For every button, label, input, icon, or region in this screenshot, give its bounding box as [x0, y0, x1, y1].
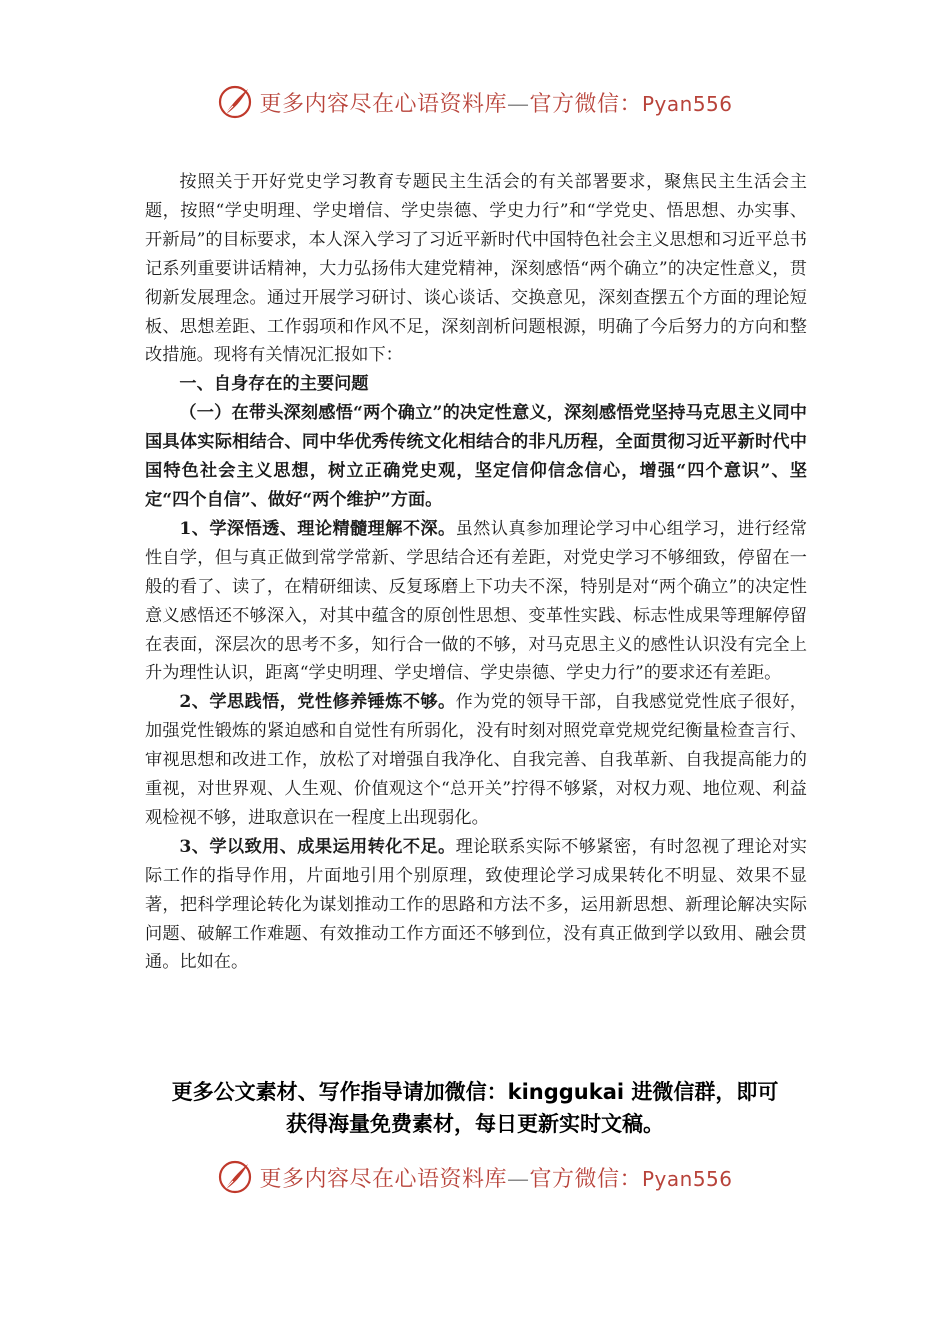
section-heading: 一、自身存在的主要问题 [179, 374, 369, 395]
item-2-lead: 2、学思践悟，党性修养锤炼不够。 [179, 692, 456, 713]
item-paragraph-3 [145, 833, 807, 978]
banner-wechat-id: Pyan556 [642, 91, 733, 116]
item-paragraph-1 [145, 515, 807, 688]
quill-logo-icon [217, 1159, 253, 1195]
item-1-lead: 1、学深悟透、理论精髓理解不深。 [179, 518, 456, 539]
banner-title: 更多内容尽在心语资料库 [259, 1166, 507, 1192]
promo-line-2: 获得海量免费素材，每日更新实时文稿。 [286, 1112, 664, 1136]
banner-separator: — [506, 1166, 530, 1192]
banner-wechat-label: 官方微信： [529, 1166, 642, 1192]
item-3-body: 理论联系实际不够紧密，有时忽视了理论对实际工作的指导作用，片面地引用个别原理，致使理论学习成果转化不明显、效果不显著，把科学理论转化为谋划推动工作的思路和方法不多，运用新思想、新理论解决实际问题、破解工作难题、有效推动工作方面还不够到位，没有真正做到学以致用、融会贯通。比如在。 [145, 836, 807, 973]
quill-logo-icon [217, 84, 253, 120]
banner-wechat-id: Pyan556 [642, 1166, 733, 1191]
header-banner-text [259, 87, 732, 118]
promo-line-1: 更多公文素材、写作指导请加微信：kinggukai 进微信群，即可 [171, 1080, 779, 1104]
item-paragraph-2 [145, 688, 807, 833]
footer-banner-text [259, 1162, 732, 1193]
banner-separator: — [506, 91, 530, 117]
promo-notice [0, 1076, 950, 1140]
article-body [145, 168, 807, 977]
item-2-body: 作为党的领导干部，自我感觉党性底子很好，加强党性锻炼的紧迫感和自觉性有所弱化，没有时刻对照党章党规党纪衡量检查言行、审视思想和改进工作，放松了对增强自我净化、自我完善、自我革新、自我提高能力的重视，对世界观、人生观、价值观这个“总开关”拧得不够紧，对权力观、地位观、利益观检视不够，进取意识在一程度上出现弱化。 [145, 692, 807, 828]
item-1-body: 虽然认真参加理论学习中心组学习，进行经常性自学，但与真正做到常学常新、学思结合还有差距，对党史学习不够细致，停留在一般的看了、读了，在精研细读、反复琢磨上下功夫不深，特别是对“两个确立”的决定性意义感悟还不够深入，对其中蕴含的原创性思想、变革性实践、标志性成果等理解停留在表面，深层次的思考不多，知行合一做的不够，对马克思主义的感性认识没有完全上升为理性认识，距离“学史明理、学史增信、学史崇德、学史力行”的要求还有差距。 [145, 518, 807, 684]
subsection-heading: （一）在带头深刻感悟“两个确立”的决定性意义，深刻感悟党坚持马克思主义同中国具体实际相结合、同中华优秀传统文化相结合的非凡历程，全面贯彻习近平新时代中国特色社会主义思想，树立正确党史观，坚定信仰信念信心，增强“四个意识”、坚定“四个自信”、做好“两个维护”方面。 [145, 403, 807, 510]
banner-wechat-label: 官方微信： [529, 91, 642, 117]
banner-title: 更多内容尽在心语资料库 [259, 91, 507, 117]
item-3-lead: 3、学以致用、成果运用转化不足。 [179, 836, 456, 857]
intro-paragraph: 按照关于开好党史学习教育专题民主生活会的有关部署要求，聚焦民主生活会主题，按照“学史明理、学史增信、学史崇德、学史力行”和“学党史、悟思想、办实事、开新局”的目标要求，本人深入学习了习近平新时代中国特色社会主义思想和习近平总书记系列重要讲话精神，大力弘扬伟大建党精神，深刻感悟“两个确立”的决定性意义，贯彻新发展理念。通过开展学习研讨、谈心谈话、交换意见，深刻查摆五个方面的理论短板、思想差距、工作弱项和作风不足，深刻剖析问题根源，明确了今后努力的方向和整改措施。现将有关情况汇报如下： [145, 172, 807, 366]
footer-banner [0, 1155, 950, 1199]
header-banner [0, 80, 950, 124]
